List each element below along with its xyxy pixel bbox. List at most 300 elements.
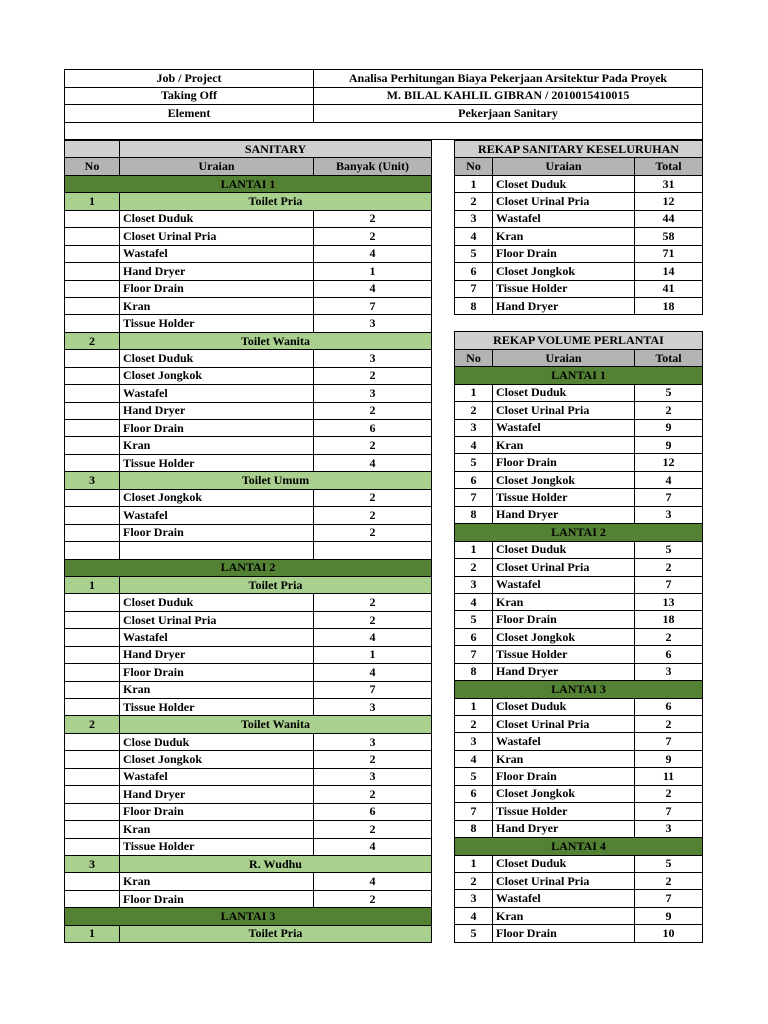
- table-row: [455, 663, 703, 680]
- item-no: [65, 280, 120, 297]
- recap-item-name: Closet Duduk: [493, 175, 635, 192]
- item-no: [65, 542, 120, 559]
- table-row: [65, 803, 432, 820]
- recap-item-name: Wastafel: [493, 210, 635, 227]
- recap-total: 3: [635, 506, 703, 523]
- recap-floor-column-headers: [455, 349, 703, 366]
- header-label: Job / Project: [65, 70, 314, 88]
- recap-no: 1: [455, 698, 493, 715]
- room-header-row: [65, 716, 432, 733]
- table-row: [455, 698, 703, 715]
- recap-item-name: Closet Jongkok: [493, 628, 635, 645]
- floor-header-row: [455, 524, 703, 541]
- recap-total: 9: [635, 750, 703, 767]
- column-header-uraian: Uraian: [493, 349, 635, 366]
- recap-no: 6: [455, 471, 493, 488]
- item-quantity: 1: [314, 263, 432, 280]
- table-row: [455, 576, 703, 593]
- recap-total: 9: [635, 907, 703, 924]
- room-number: 2: [65, 716, 120, 733]
- table-row: [65, 263, 432, 280]
- recap-total: 71: [635, 245, 703, 262]
- recap-body: [455, 141, 703, 943]
- item-name: Wastafel: [120, 629, 314, 646]
- recap-item-name: Closet Urinal Pria: [493, 402, 635, 419]
- recap-item-name: Kran: [493, 593, 635, 610]
- item-no: [65, 507, 120, 524]
- recap-total: 7: [635, 733, 703, 750]
- room-number: 1: [65, 925, 120, 942]
- table-row: [65, 420, 432, 437]
- table-row: [65, 245, 432, 262]
- item-quantity: 2: [314, 786, 432, 803]
- table-row: [65, 699, 432, 716]
- item-quantity: 2: [314, 611, 432, 628]
- table-row: [455, 280, 703, 297]
- recap-no: 2: [455, 193, 493, 210]
- table-row: [455, 402, 703, 419]
- item-name: Closet Jongkok: [120, 489, 314, 506]
- sanitary-title-row: [65, 141, 432, 158]
- item-quantity: 2: [314, 821, 432, 838]
- recap-item-name: Hand Dryer: [493, 663, 635, 680]
- table-row: [65, 664, 432, 681]
- room-header-row: [65, 472, 432, 489]
- recap-total: 18: [635, 611, 703, 628]
- recap-no: 5: [455, 925, 493, 942]
- recap-item-name: Wastafel: [493, 576, 635, 593]
- recap-floor-title-row: [455, 332, 703, 349]
- recap-no: 8: [455, 506, 493, 523]
- recap-total: 5: [635, 541, 703, 558]
- recap-no: 5: [455, 454, 493, 471]
- table-row: [65, 890, 432, 907]
- table-row: [455, 454, 703, 471]
- item-quantity: 6: [314, 420, 432, 437]
- item-quantity: 4: [314, 838, 432, 855]
- table-row: [65, 454, 432, 471]
- table-row: [65, 367, 432, 384]
- recap-gap-cell: [455, 315, 703, 332]
- table-row: [455, 716, 703, 733]
- recap-item-name: Closet Jongkok: [493, 263, 635, 280]
- item-no: [65, 664, 120, 681]
- table-row: [65, 681, 432, 698]
- item-quantity: 2: [314, 367, 432, 384]
- recap-total: 3: [635, 663, 703, 680]
- recap-total: 2: [635, 628, 703, 645]
- table-row: [65, 437, 432, 454]
- room-label: Toilet Pria: [120, 193, 432, 210]
- recap-tables: [454, 140, 703, 943]
- item-quantity: 4: [314, 245, 432, 262]
- recap-item-name: Kran: [493, 228, 635, 245]
- table-row: [455, 419, 703, 436]
- sanitary-table: [64, 140, 432, 943]
- table-row: [65, 385, 432, 402]
- recap-no: 4: [455, 593, 493, 610]
- table-row: [65, 751, 432, 768]
- recap-total-title: REKAP SANITARY KESELURUHAN: [455, 141, 703, 158]
- table-row: [455, 384, 703, 401]
- table-row: [455, 263, 703, 280]
- table-row: [455, 559, 703, 576]
- recap-total: 7: [635, 890, 703, 907]
- recap-no: 7: [455, 489, 493, 506]
- item-quantity: 6: [314, 803, 432, 820]
- recap-no: 7: [455, 646, 493, 663]
- recap-total: 2: [635, 785, 703, 802]
- item-quantity: 3: [314, 699, 432, 716]
- table-row: [65, 542, 432, 559]
- table-row: [455, 489, 703, 506]
- table-row: [455, 175, 703, 192]
- floor-label: LANTAI 3: [455, 681, 703, 698]
- room-number: 3: [65, 472, 120, 489]
- column-header-no: No: [65, 158, 120, 175]
- recap-no: 2: [455, 716, 493, 733]
- recap-total: 11: [635, 768, 703, 785]
- recap-item-name: Closet Duduk: [493, 855, 635, 872]
- recap-no: 3: [455, 890, 493, 907]
- item-quantity: 3: [314, 385, 432, 402]
- item-quantity: 4: [314, 629, 432, 646]
- recap-item-name: Hand Dryer: [493, 820, 635, 837]
- item-no: [65, 228, 120, 245]
- recap-total: 10: [635, 925, 703, 942]
- table-row: [455, 925, 703, 942]
- item-name: Wastafel: [120, 245, 314, 262]
- table-row: [65, 210, 432, 227]
- recap-total: 6: [635, 646, 703, 663]
- recap-item-name: Wastafel: [493, 733, 635, 750]
- item-name: Hand Dryer: [120, 263, 314, 280]
- column-header-banyak: Banyak (Unit): [314, 158, 432, 175]
- recap-item-name: Tissue Holder: [493, 280, 635, 297]
- room-header-row: [65, 193, 432, 210]
- floor-header-row: [455, 367, 703, 384]
- recap-total: 41: [635, 280, 703, 297]
- table-row: [455, 506, 703, 523]
- item-no: [65, 385, 120, 402]
- recap-item-name: Tissue Holder: [493, 646, 635, 663]
- item-no: [65, 524, 120, 541]
- item-quantity: 4: [314, 454, 432, 471]
- recap-item-name: Floor Drain: [493, 454, 635, 471]
- floor-label: LANTAI 2: [455, 524, 703, 541]
- recap-total: 12: [635, 193, 703, 210]
- column-header-no: No: [455, 158, 493, 175]
- item-no: [65, 489, 120, 506]
- table-row: [65, 821, 432, 838]
- item-name: Hand Dryer: [120, 646, 314, 663]
- table-row: [455, 855, 703, 872]
- recap-no: 1: [455, 855, 493, 872]
- header-row-project: [65, 70, 703, 88]
- item-no: [65, 245, 120, 262]
- sanitary-column-headers: [65, 158, 432, 175]
- recap-item-name: Tissue Holder: [493, 489, 635, 506]
- item-quantity: 1: [314, 646, 432, 663]
- table-row: [65, 350, 432, 367]
- table-row: [65, 280, 432, 297]
- room-label: Toilet Wanita: [120, 716, 432, 733]
- item-no: [65, 838, 120, 855]
- item-name: Kran: [120, 681, 314, 698]
- item-name: Wastafel: [120, 507, 314, 524]
- room-header-row: [65, 855, 432, 872]
- table-row: [455, 437, 703, 454]
- table-row: [455, 541, 703, 558]
- recap-item-name: Closet Urinal Pria: [493, 716, 635, 733]
- recap-no: 5: [455, 768, 493, 785]
- item-quantity: 2: [314, 890, 432, 907]
- floor-label: LANTAI 2: [65, 559, 432, 576]
- item-quantity: 2: [314, 489, 432, 506]
- room-label: Toilet Wanita: [120, 332, 432, 349]
- table-row: [65, 315, 432, 332]
- table-row: [65, 489, 432, 506]
- recap-total: 2: [635, 402, 703, 419]
- recap-no: 4: [455, 750, 493, 767]
- item-name: Floor Drain: [120, 890, 314, 907]
- table-row: [455, 593, 703, 610]
- item-no: [65, 803, 120, 820]
- item-no: [65, 646, 120, 663]
- item-name: Kran: [120, 297, 314, 314]
- floor-header-row: [455, 681, 703, 698]
- recap-no: 6: [455, 785, 493, 802]
- recap-item-name: Hand Dryer: [493, 297, 635, 314]
- item-no: [65, 210, 120, 227]
- item-name: Tissue Holder: [120, 315, 314, 332]
- recap-total: 5: [635, 384, 703, 401]
- recap-item-name: Kran: [493, 907, 635, 924]
- item-name: Floor Drain: [120, 420, 314, 437]
- table-row: [65, 733, 432, 750]
- recap-no: 5: [455, 611, 493, 628]
- item-name: Floor Drain: [120, 803, 314, 820]
- header-spacer-cell: [65, 122, 703, 140]
- item-quantity: 4: [314, 664, 432, 681]
- room-label: Toilet Pria: [120, 576, 432, 593]
- recap-item-name: Closet Jongkok: [493, 785, 635, 802]
- recap-gap-row: [455, 315, 703, 332]
- recap-no: 7: [455, 803, 493, 820]
- table-row: [455, 750, 703, 767]
- item-no: [65, 768, 120, 785]
- recap-total: 2: [635, 559, 703, 576]
- item-quantity: 2: [314, 210, 432, 227]
- recap-total: 13: [635, 593, 703, 610]
- table-row: [65, 646, 432, 663]
- item-no: [65, 699, 120, 716]
- recap-item-name: Floor Drain: [493, 925, 635, 942]
- item-name: Closet Jongkok: [120, 751, 314, 768]
- item-name: Closet Jongkok: [120, 367, 314, 384]
- item-no: [65, 315, 120, 332]
- item-no: [65, 786, 120, 803]
- recap-total: 6: [635, 698, 703, 715]
- item-quantity: 2: [314, 594, 432, 611]
- item-no: [65, 821, 120, 838]
- table-row: [455, 646, 703, 663]
- item-name: Hand Dryer: [120, 786, 314, 803]
- recap-total: 7: [635, 576, 703, 593]
- item-no: [65, 611, 120, 628]
- floor-label: LANTAI 1: [65, 175, 432, 192]
- item-quantity: 7: [314, 681, 432, 698]
- item-no: [65, 681, 120, 698]
- item-no: [65, 263, 120, 280]
- recap-no: 7: [455, 280, 493, 297]
- recap-no: 2: [455, 559, 493, 576]
- item-quantity: 3: [314, 315, 432, 332]
- recap-no: 1: [455, 384, 493, 401]
- table-row: [455, 611, 703, 628]
- item-quantity: 2: [314, 437, 432, 454]
- item-name: Floor Drain: [120, 280, 314, 297]
- table-row: [65, 629, 432, 646]
- recap-no: 5: [455, 245, 493, 262]
- recap-item-name: Kran: [493, 750, 635, 767]
- item-quantity: 2: [314, 751, 432, 768]
- room-number: 2: [65, 332, 120, 349]
- table-row: [65, 873, 432, 890]
- room-label: Toilet Pria: [120, 925, 432, 942]
- item-name: Kran: [120, 821, 314, 838]
- item-quantity: 2: [314, 524, 432, 541]
- recap-total: 3: [635, 820, 703, 837]
- recap-total: 7: [635, 489, 703, 506]
- item-quantity: 2: [314, 228, 432, 245]
- table-row: [65, 594, 432, 611]
- table-row: [455, 228, 703, 245]
- header-row-element: [65, 105, 703, 123]
- sanitary-body: [65, 175, 432, 942]
- recap-no: 3: [455, 210, 493, 227]
- item-name: Tissue Holder: [120, 838, 314, 855]
- recap-total: 44: [635, 210, 703, 227]
- item-no: [65, 297, 120, 314]
- recap-item-name: Closet Urinal Pria: [493, 559, 635, 576]
- item-name: [120, 542, 314, 559]
- column-header-uraian: Uraian: [120, 158, 314, 175]
- room-header-row: [65, 332, 432, 349]
- item-no: [65, 594, 120, 611]
- title-spacer: [65, 141, 120, 158]
- recap-no: 8: [455, 820, 493, 837]
- recap-item-name: Closet Urinal Pria: [493, 872, 635, 889]
- item-no: [65, 420, 120, 437]
- recap-total: 18: [635, 297, 703, 314]
- floor-header-row: [65, 908, 432, 925]
- recap-total: 14: [635, 263, 703, 280]
- floor-header-row: [455, 838, 703, 855]
- recap-item-name: Tissue Holder: [493, 803, 635, 820]
- header-value: M. BILAL KAHLIL GIBRAN / 2010015410015: [314, 87, 703, 105]
- recap-total-column-headers: [455, 158, 703, 175]
- column-header-uraian: Uraian: [493, 158, 635, 175]
- header-value: Pekerjaan Sanitary: [314, 105, 703, 123]
- recap-total: 58: [635, 228, 703, 245]
- header-label: Element: [65, 105, 314, 123]
- table-row: [455, 890, 703, 907]
- item-name: Floor Drain: [120, 524, 314, 541]
- header-row-taking-off: [65, 87, 703, 105]
- item-quantity: 2: [314, 402, 432, 419]
- table-row: [65, 507, 432, 524]
- item-quantity: 7: [314, 297, 432, 314]
- item-name: Kran: [120, 873, 314, 890]
- item-name: Floor Drain: [120, 664, 314, 681]
- table-row: [65, 768, 432, 785]
- room-label: Toilet Umum: [120, 472, 432, 489]
- recap-item-name: Floor Drain: [493, 611, 635, 628]
- item-no: [65, 733, 120, 750]
- table-row: [455, 210, 703, 227]
- table-row: [65, 838, 432, 855]
- recap-no: 3: [455, 419, 493, 436]
- table-row: [65, 611, 432, 628]
- item-no: [65, 350, 120, 367]
- table-row: [455, 297, 703, 314]
- floor-header-row: [65, 175, 432, 192]
- recap-total: 7: [635, 803, 703, 820]
- recap-item-name: Floor Drain: [493, 768, 635, 785]
- recap-total: 4: [635, 471, 703, 488]
- table-row: [455, 628, 703, 645]
- header-value: Analisa Perhitungan Biaya Pekerjaan Arsitektur Pada Proyek: [314, 70, 703, 88]
- item-name: Hand Dryer: [120, 402, 314, 419]
- table-row: [455, 785, 703, 802]
- recap-no: 3: [455, 576, 493, 593]
- recap-item-name: Closet Duduk: [493, 698, 635, 715]
- floor-label: LANTAI 1: [455, 367, 703, 384]
- recap-item-name: Floor Drain: [493, 245, 635, 262]
- recap-no: 4: [455, 907, 493, 924]
- column-header-total: Total: [635, 158, 703, 175]
- item-quantity: 4: [314, 280, 432, 297]
- item-no: [65, 751, 120, 768]
- header-label: Taking Off: [65, 87, 314, 105]
- item-name: Closet Urinal Pria: [120, 611, 314, 628]
- table-row: [455, 245, 703, 262]
- item-quantity: 3: [314, 768, 432, 785]
- recap-total: 12: [635, 454, 703, 471]
- document-header-table: [64, 69, 703, 140]
- column-header-no: No: [455, 349, 493, 366]
- recap-item-name: Wastafel: [493, 890, 635, 907]
- room-header-row: [65, 925, 432, 942]
- item-name: Closet Urinal Pria: [120, 228, 314, 245]
- item-name: Close Duduk: [120, 733, 314, 750]
- recap-no: 4: [455, 437, 493, 454]
- floor-header-row: [65, 559, 432, 576]
- table-row: [455, 820, 703, 837]
- header-spacer-row: [65, 122, 703, 140]
- recap-no: 3: [455, 733, 493, 750]
- recap-no: 6: [455, 628, 493, 645]
- room-label: R. Wudhu: [120, 855, 432, 872]
- item-name: Closet Duduk: [120, 350, 314, 367]
- table-row: [455, 872, 703, 889]
- table-row: [455, 193, 703, 210]
- recap-item-name: Closet Duduk: [493, 384, 635, 401]
- table-row: [65, 228, 432, 245]
- item-name: Wastafel: [120, 385, 314, 402]
- item-quantity: 2: [314, 507, 432, 524]
